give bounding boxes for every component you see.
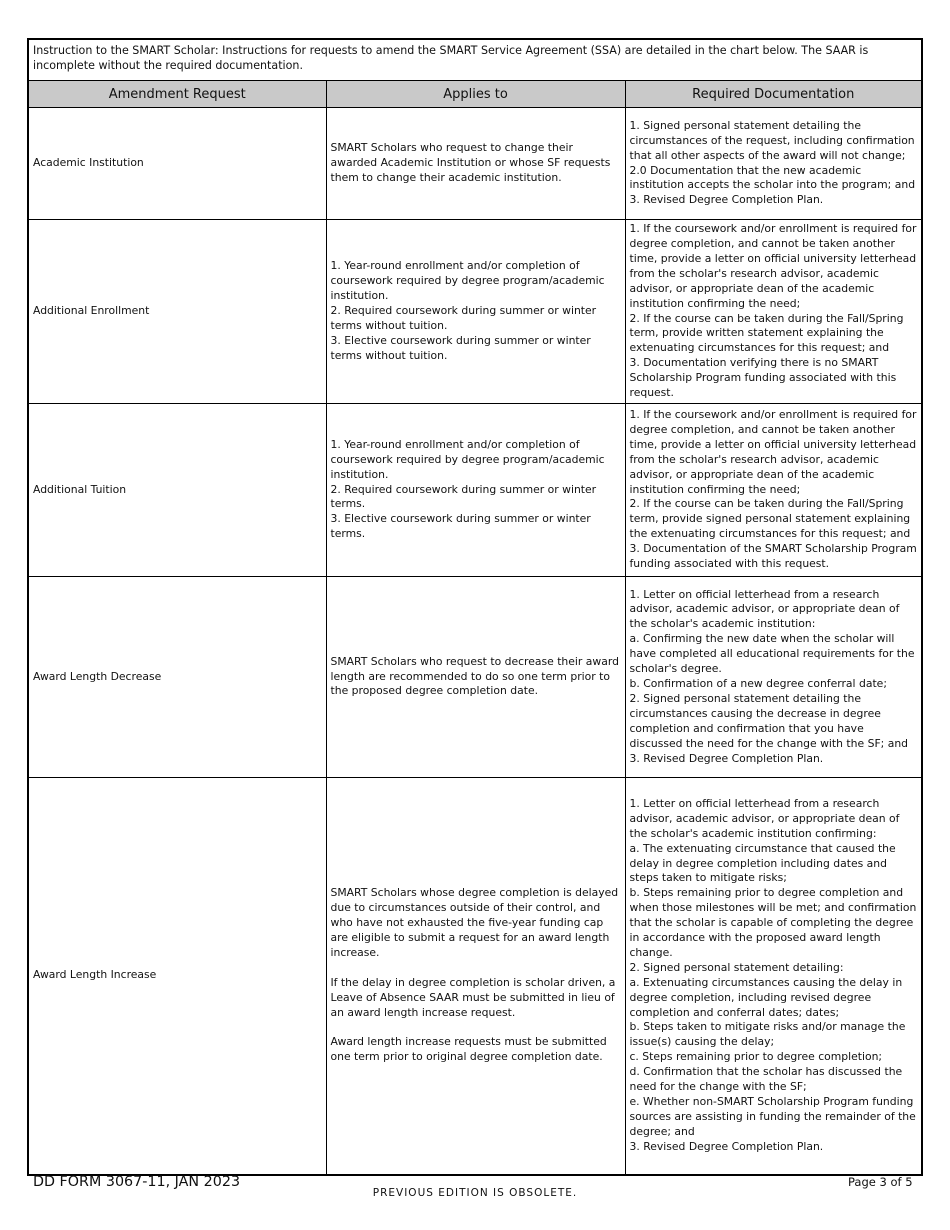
table-header-row <box>29 81 921 108</box>
table-row <box>29 577 921 778</box>
required-documentation-cell: 1. Letter on official letterhead from a research advisor, academic advisor, or appropriate dean of the scholar's academic institution: a. Confirming the new date when the scholar will have completed all educational requirements for the scholar's degree. b. Confirmation of a new degree conferral date; 2. Signed personal statement detailing the circumstances causing the decrease in degree completion and confirmation that you have discussed the need for the change with the SF; and 3. Revised Degree Completion Plan. <box>625 577 921 778</box>
amendment-request-cell: Additional Enrollment <box>29 220 326 404</box>
required-documentation-cell: 1. Letter on official letterhead from a research advisor, academic advisor, or appropriate dean of the scholar's academic institution confirming: a. The extenuating circumstance that caused the delay in degree completion including dates and steps taken to mitigate risks; b. Steps remaining prior to degree completion and when those milestones will be met; and confirmation that the scholar is capable of completing the degree in accordance with the proposed award length change. 2. Signed personal statement detailing: a. Extenuating circumstances causing the delay in degree completion, including revised degree completion and conferral dates; dates; b. Steps taken to mitigate risks and/or manage the issue(s) causing the delay; c. Steps remaining prior to degree completion; d. Confirmation that the scholar has discussed the need for the change with the SF; e. Whether non-SMART Scholarship Program funding sources are assisting in funding the remainder of the degree; and 3. Revised Degree Completion Plan. <box>625 778 921 1174</box>
amendment-table <box>29 81 921 1174</box>
table-row <box>29 778 921 1174</box>
amendment-request-cell: Additional Tuition <box>29 404 326 577</box>
instruction-text: Instruction to the SMART Scholar: Instructions for requests to amend the SMART Service Agreement (SSA) are detailed in the chart below. The SAAR is incomplete without the required documentation. <box>29 40 921 81</box>
amendment-request-cell: Academic Institution <box>29 108 326 220</box>
required-documentation-cell: 1. If the coursework and/or enrollment is required for degree completion, and cannot be taken another time, provide a letter on official university letterhead from the scholar's research advisor, academic advisor, or appropriate dean of the academic institution confirming the need; 2. If the course can be taken during the Fall/Spring term, provide signed personal statement explaining the extenuating circumstances for this request; and 3. Documentation of the SMART Scholarship Program funding associated with this request. <box>625 404 921 577</box>
amendment-form <box>27 38 923 1176</box>
header-applies-to: Applies to <box>326 81 625 108</box>
amendment-request-cell: Award Length Decrease <box>29 577 326 778</box>
applies-to-cell: 1. Year-round enrollment and/or completion of coursework required by degree program/academic institution. 2. Required coursework during summer or winter terms without tuition. 3. Elective coursework during summer or winter terms without tuition. <box>326 220 625 404</box>
required-documentation-cell: 1. Signed personal statement detailing the circumstances of the request, including confirmation that all other aspects of the award will not change; 2.0 Documentation that the new academic institution accepts the scholar into the program; and 3. Revised Degree Completion Plan. <box>625 108 921 220</box>
applies-to-cell: SMART Scholars whose degree completion is delayed due to circumstances outside of their control, and who have not exhausted the five-year funding cap are eligible to submit a request for an award length increase. If the delay in degree completion is scholar driven, a Leave of Absence SAAR must be submitted in lieu of an award length increase request. Award length increase requests must be submitted one term prior to original degree completion date. <box>326 778 625 1174</box>
required-documentation-cell: 1. If the coursework and/or enrollment is required for degree completion, and cannot be taken another time, provide a letter on official university letterhead from the scholar's research advisor, academic advisor, or appropriate dean of the academic institution confirming the need; 2. If the course can be taken during the Fall/Spring term, provide written statement explaining the extenuating circumstances for this request; and 3. Documentation verifying there is no SMART Scholarship Program funding associated with this request. <box>625 220 921 404</box>
edition-notice: PREVIOUS EDITION IS OBSOLETE. <box>372 1187 578 1199</box>
applies-to-cell: 1. Year-round enrollment and/or completion of coursework required by degree program/academic institution. 2. Required coursework during summer or winter terms. 3. Elective coursework during summer or winter terms. <box>326 404 625 577</box>
form-identifier: DD FORM 3067-11, JAN 2023 <box>33 1174 241 1190</box>
header-required-documentation: Required Documentation <box>625 81 921 108</box>
applies-to-cell: SMART Scholars who request to change their awarded Academic Institution or whose SF requests them to change their academic institution. <box>326 108 625 220</box>
table-row <box>29 108 921 220</box>
table-row <box>29 404 921 577</box>
amendment-request-cell: Award Length Increase <box>29 778 326 1174</box>
table-row <box>29 220 921 404</box>
page-number: Page 3 of 5 <box>848 1175 913 1189</box>
header-amendment-request: Amendment Request <box>29 81 326 108</box>
applies-to-cell: SMART Scholars who request to decrease their award length are recommended to do so one term prior to the proposed degree completion date. <box>326 577 625 778</box>
